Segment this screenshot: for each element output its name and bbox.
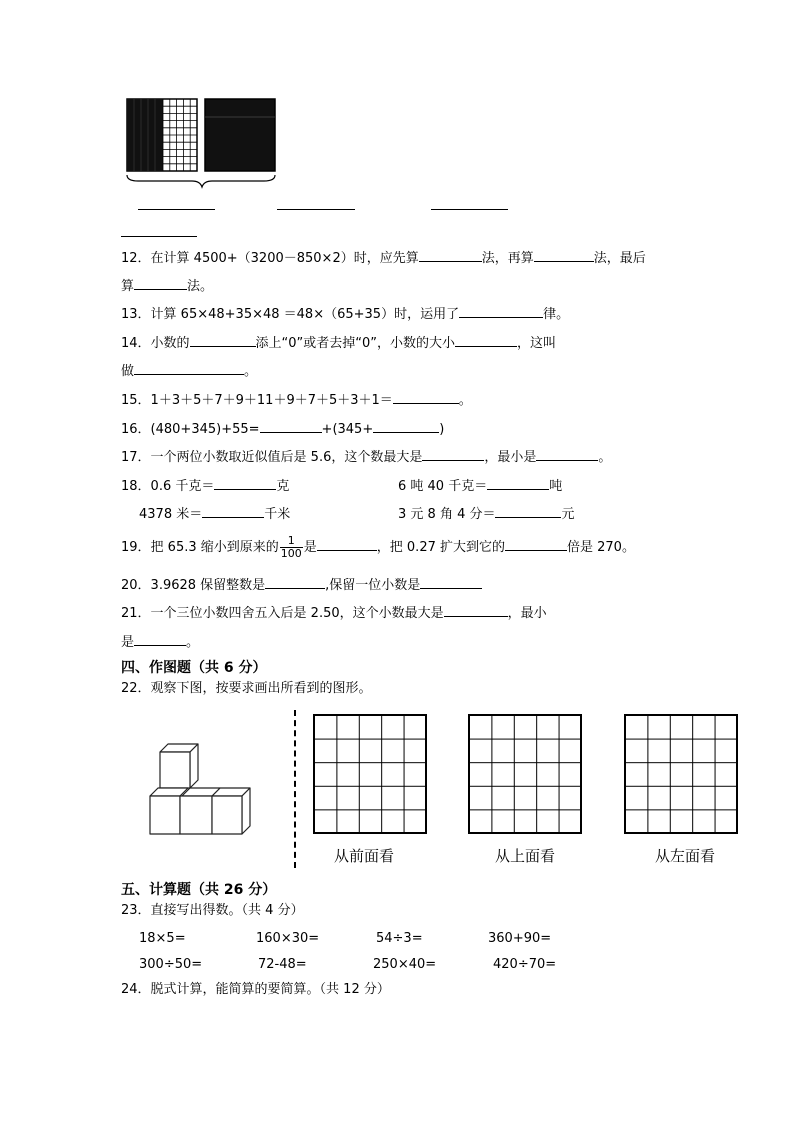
q19-text-a: 19．把 65.3 缩小到原来的 xyxy=(121,540,279,555)
q18-blank-4[interactable] xyxy=(495,503,561,518)
q16-blank-2[interactable] xyxy=(373,418,439,433)
question-18-a xyxy=(121,475,289,496)
q12-text-d: 算 xyxy=(121,279,135,294)
question-13 xyxy=(121,303,569,324)
q12-text-b: 法，再算 xyxy=(481,251,534,266)
q14-text-c: ，这叫 xyxy=(517,336,557,351)
question-18-c xyxy=(139,503,290,524)
dashed-divider xyxy=(294,710,296,868)
q15-text-b: 。 xyxy=(458,393,472,408)
q14-blank-1[interactable] xyxy=(190,332,256,347)
q14-blank-3[interactable] xyxy=(134,360,244,375)
q19-blank-2[interactable] xyxy=(505,536,567,551)
q17-blank-2[interactable] xyxy=(536,446,598,461)
answer-line-3[interactable] xyxy=(431,209,508,210)
q18-text-a: 18．0.6 千克＝ xyxy=(121,479,215,494)
q16-blank-1[interactable] xyxy=(260,418,322,433)
q16-text-c: ) xyxy=(439,422,445,437)
question-21-cont xyxy=(121,631,199,652)
q12-blank-2[interactable] xyxy=(534,247,594,262)
grid-front-view[interactable] xyxy=(313,714,427,834)
q14-text-a: 14．小数的 xyxy=(121,336,190,351)
calc-item: 54÷3= xyxy=(376,931,423,946)
q21-text-a: 21．一个三位小数四舍五入后是 2.50，这个小数最大是 xyxy=(121,606,444,621)
question-20 xyxy=(121,574,482,595)
q12-blank-1[interactable] xyxy=(419,247,482,262)
q17-text-a: 17．一个两位小数取近似值后是 5.6，这个数最大是 xyxy=(121,450,423,465)
q12-blank-3[interactable] xyxy=(134,275,187,290)
q21-text-b: ，最小 xyxy=(507,606,547,621)
q16-text-b: +(345+ xyxy=(321,422,374,437)
cube-stack-figure xyxy=(146,740,258,836)
q19-text-d: 倍是 270。 xyxy=(567,540,635,555)
section-5-title: 五、计算题（共 26 分） xyxy=(121,882,277,898)
question-15 xyxy=(121,389,472,410)
q19-text-c: ，把 0.27 扩大到它的 xyxy=(376,540,505,555)
q18-text-e: 4378 米＝ xyxy=(139,507,203,522)
grid-top-view[interactable] xyxy=(468,714,582,834)
q15-text-a: 15．1＋3＋5＋7＋9＋11＋9＋7＋5＋3＋1＝ xyxy=(121,393,393,408)
q18-text-f: 千米 xyxy=(264,507,291,522)
q18-text-d: 吨 xyxy=(549,479,563,494)
caption-top-view: 从上面看 xyxy=(495,847,556,865)
question-21 xyxy=(121,602,547,623)
q18-text-c: 6 吨 40 千克＝ xyxy=(398,479,488,494)
q14-text-d: 做 xyxy=(121,364,135,379)
q18-text-g: 3 元 8 角 4 分＝ xyxy=(398,507,496,522)
q14-blank-2[interactable] xyxy=(455,332,517,347)
q20-text-a: 20．3.9628 保留整数是 xyxy=(121,578,266,593)
question-23: 23．直接写出得数。（共 4 分） xyxy=(121,903,304,918)
calc-item: 160×30= xyxy=(256,931,320,946)
decimal-grid-figure xyxy=(124,97,280,189)
answer-line-4[interactable] xyxy=(121,236,197,237)
question-14-cont xyxy=(121,360,257,381)
q20-blank-1[interactable] xyxy=(265,574,325,589)
q21-blank-1[interactable] xyxy=(444,602,508,617)
q12-text-c: 法，最后 xyxy=(593,251,646,266)
calc-item: 300÷50= xyxy=(139,957,203,972)
q13-text-b: 律。 xyxy=(543,307,570,322)
caption-left-view: 从左面看 xyxy=(655,847,716,865)
q19-blank-1[interactable] xyxy=(317,536,377,551)
answer-line-2[interactable] xyxy=(277,209,355,210)
q18-blank-3[interactable] xyxy=(202,503,264,518)
caption-front-view: 从前面看 xyxy=(334,847,395,865)
q17-text-c: 。 xyxy=(598,450,612,465)
answer-line-1[interactable] xyxy=(138,209,215,210)
calc-item: 250×40= xyxy=(373,957,437,972)
question-12-cont xyxy=(121,275,213,296)
q12-text-e: 法。 xyxy=(187,279,214,294)
q18-blank-1[interactable] xyxy=(214,475,276,490)
question-12 xyxy=(121,247,646,268)
q13-text-a: 13．计算 65×48+35×48 ＝48×（65+35）时，运用了 xyxy=(121,307,460,322)
q16-text-a: 16．(480+345)+55= xyxy=(121,422,260,437)
q14-text-e: 。 xyxy=(244,364,258,379)
q17-text-b: ，最小是 xyxy=(484,450,537,465)
q17-blank-1[interactable] xyxy=(422,446,484,461)
q12-text-a: 12．在计算 4500+（3200－850×2）时，应先算 xyxy=(121,251,419,266)
q18-blank-2[interactable] xyxy=(487,475,549,490)
question-18-b xyxy=(398,475,562,496)
q13-blank-1[interactable] xyxy=(459,303,543,318)
fraction-denominator: 100 xyxy=(280,547,302,560)
q18-text-h: 元 xyxy=(561,507,575,522)
question-24: 24．脱式计算，能简算的要简算。（共 12 分） xyxy=(121,982,390,997)
q20-blank-2[interactable] xyxy=(420,574,482,589)
q15-blank-1[interactable] xyxy=(393,389,459,404)
calc-item: 420÷70= xyxy=(493,957,557,972)
fraction-1-100 xyxy=(280,535,303,560)
question-18-d xyxy=(398,503,575,524)
q21-blank-2[interactable] xyxy=(134,631,186,646)
grid-left-view[interactable] xyxy=(624,714,738,834)
question-19 xyxy=(121,534,635,562)
fraction-numerator: 1 xyxy=(280,535,303,548)
q18-text-b: 克 xyxy=(276,479,290,494)
question-22: 22．观察下图，按要求画出所看到的图形。 xyxy=(121,681,372,696)
question-14 xyxy=(121,332,556,353)
q21-text-d: 。 xyxy=(186,635,200,650)
calc-item: 18×5= xyxy=(139,931,186,946)
q21-text-c: 是 xyxy=(121,635,135,650)
q19-text-b: 是 xyxy=(303,540,317,555)
question-16 xyxy=(121,418,444,439)
q14-text-b: 添上“0”或者去掉“0”，小数的大小 xyxy=(255,336,456,351)
calc-item: 72-48= xyxy=(258,957,307,972)
calc-item: 360+90= xyxy=(488,931,552,946)
q20-text-b: ,保留一位小数是 xyxy=(325,578,421,593)
section-4-title: 四、作图题（共 6 分） xyxy=(121,660,267,676)
question-17 xyxy=(121,446,611,467)
